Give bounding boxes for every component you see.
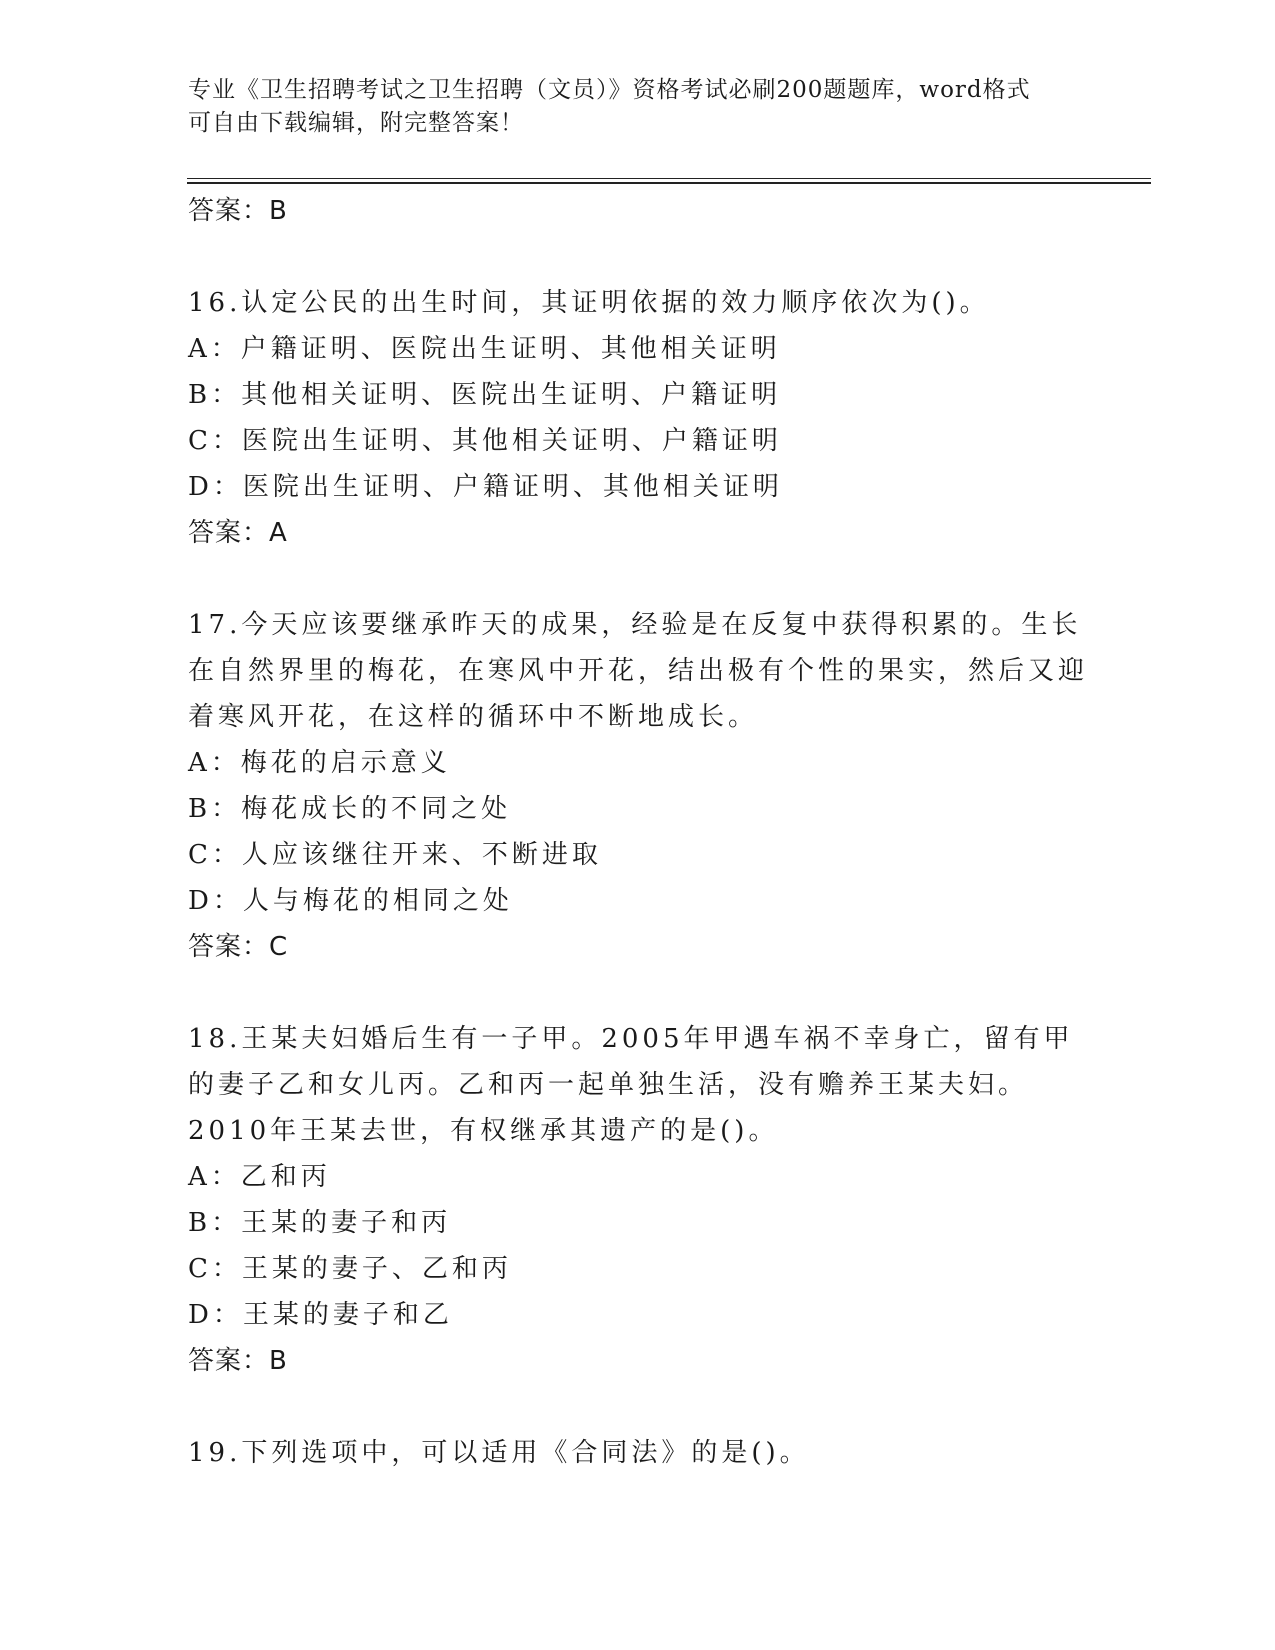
question-stem: 16.认定公民的出生时间，其证明依据的效力顺序依次为()。	[188, 288, 990, 318]
previous-answer: 答案：B	[188, 196, 288, 226]
question-17	[188, 602, 1088, 970]
option-d: D：人与梅花的相同之处	[188, 886, 513, 916]
option-a: A：户籍证明、医院出生证明、其他相关证明	[188, 334, 781, 364]
option-d: D：王某的妻子和乙	[188, 1300, 453, 1330]
option-c: C：医院出生证明、其他相关证明、户籍证明	[188, 426, 782, 456]
answer: 答案：A	[188, 518, 288, 548]
question-18	[188, 1016, 1088, 1384]
header-divider-thin	[187, 178, 1151, 179]
header-divider-thick	[187, 182, 1151, 184]
document-header	[188, 74, 1068, 140]
question-stem: 19.下列选项中，可以适用《合同法》的是()。	[188, 1438, 810, 1468]
question-19	[188, 1430, 1088, 1476]
question-16	[188, 280, 1088, 556]
header-line-2: 可自由下载编辑，附完整答案！	[188, 110, 524, 136]
answer: 答案：C	[188, 932, 289, 962]
header-line-1: 专业《卫生招聘考试之卫生招聘（文员）》资格考试必刷200题题库，word格式	[188, 77, 1031, 103]
option-c: C：王某的妻子、乙和丙	[188, 1254, 512, 1284]
option-a: A：梅花的启示意义	[188, 748, 451, 778]
document-body	[188, 188, 1088, 1476]
option-b: B：梅花成长的不同之处	[188, 794, 512, 824]
option-c: C：人应该继往开来、不断进取	[188, 840, 602, 870]
option-b: B：其他相关证明、医院出生证明、户籍证明	[188, 380, 782, 410]
option-d: D：医院出生证明、户籍证明、其他相关证明	[188, 472, 783, 502]
answer: 答案：B	[188, 1346, 288, 1376]
option-a: A：乙和丙	[188, 1162, 331, 1192]
question-stem: 17.今天应该要继承昨天的成果，经验是在反复中获得积累的。生长在自然界里的梅花，在寒风中开花，结出极有个性的果实，然后又迎着寒风开花，在这样的循环中不断地成长。	[188, 610, 1089, 732]
question-stem: 18.王某夫妇婚后生有一子甲。2005年甲遇车祸不幸身亡，留有甲的妻子乙和女儿丙。乙和丙一起单独生活，没有赡养王某夫妇。2010年王某去世，有权继承其遗产的是()。	[188, 1024, 1074, 1146]
option-b: B：王某的妻子和丙	[188, 1208, 452, 1238]
